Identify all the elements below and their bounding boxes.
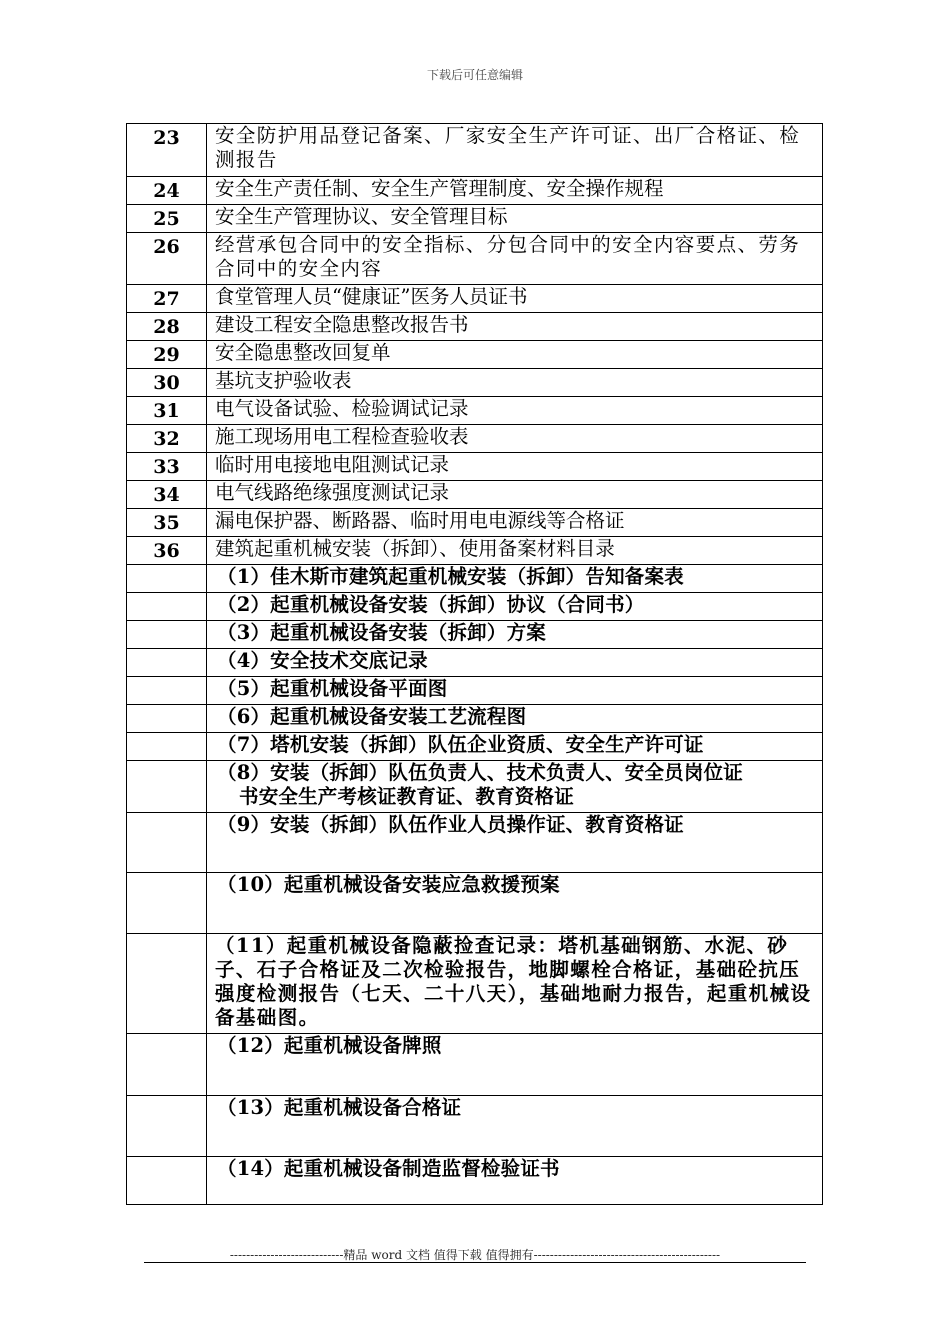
subitem-text: （2）起重机械设备安装（拆卸）协议（合同书） [207,593,823,621]
table-row [127,1034,823,1096]
table-row [127,509,823,537]
row-text: 电气线路绝缘强度测试记录 [207,481,823,509]
row-number: 33 [127,453,207,481]
row-number: 25 [127,205,207,233]
row-text: 安全隐患整改回复单 [207,341,823,369]
table-row [127,621,823,649]
row-number: 36 [127,537,207,565]
row-text: 临时用电接地电阻测试记录 [207,453,823,481]
row-number-empty [127,934,207,1034]
table-row [127,705,823,733]
subitem-text-multiline [207,761,823,813]
row-text: 建设工程安全隐患整改报告书 [207,313,823,341]
row-text: 电气设备试验、检验调试记录 [207,397,823,425]
row-number-empty [127,1096,207,1157]
row-number: 23 [127,124,207,177]
row-number-empty [127,705,207,733]
table-row [127,873,823,934]
document-table [126,123,823,1205]
row-number: 29 [127,341,207,369]
table-row [127,593,823,621]
subitem-text: （14）起重机械设备制造监督检验证书 [207,1157,823,1205]
row-text: 安全防护用品登记备案、厂家安全生产许可证、出厂合格证、检测报告 [207,124,823,177]
row-number-empty [127,593,207,621]
table-row [127,453,823,481]
subitem-text: （9）安装（拆卸）队伍作业人员操作证、教育资格证 [207,813,823,873]
table-row [127,649,823,677]
row-number: 24 [127,177,207,205]
table-row [127,934,823,1034]
subitem-text: （13）起重机械设备合格证 [207,1096,823,1157]
page-footer-text: ----------------------------精品 word 文档 值得下载 值得拥有---------------------------------------------- [229,1248,721,1262]
table-row [127,677,823,705]
row-number-empty [127,761,207,813]
table-row [127,205,823,233]
row-text: 基坑支护验收表 [207,369,823,397]
row-number-empty [127,565,207,593]
table-row [127,481,823,509]
subitem-text: （4）安全技术交底记录 [207,649,823,677]
table-row [127,397,823,425]
table-row [127,313,823,341]
table-row [127,537,823,565]
table-row [127,733,823,761]
subitem-text: （11）起重机械设备隐蔽捡查记录：塔机基础钢筋、水泥、砂子、石子合格证及二次检验报告，地脚螺栓合格证，基础砼抗压强度检测报告（七天、二十八天），基础地耐力报告，起重机械设备基础图。 [207,934,823,1034]
subitem-text: （7）塔机安装（拆卸）队伍企业资质、安全生产许可证 [207,733,823,761]
table-row [127,124,823,177]
subitem-text: （10）起重机械设备安装应急救援预案 [207,873,823,934]
row-text: 食堂管理人员“健康证”医务人员证书 [207,285,823,313]
row-number: 35 [127,509,207,537]
row-number-empty [127,649,207,677]
subitem-text: （12）起重机械设备牌照 [207,1034,823,1096]
subitem-text: （3）起重机械设备安装（拆卸）方案 [207,621,823,649]
row-number-empty [127,621,207,649]
table-row [127,285,823,313]
table-row [127,1157,823,1205]
table-row [127,1096,823,1157]
row-text: 安全生产责任制、安全生产管理制度、安全操作规程 [207,177,823,205]
subitem-text: （1）佳木斯市建筑起重机械安装（拆卸）告知备案表 [207,565,823,593]
subitem-line: （8）安装（拆卸）队伍负责人、技术负责人、安全员岗位证 [217,761,743,784]
table-row [127,761,823,813]
row-text: 漏电保护器、断路器、临时用电电源线等合格证 [207,509,823,537]
row-number: 34 [127,481,207,509]
row-number-empty [127,677,207,705]
table-row [127,369,823,397]
row-number-empty [127,1034,207,1096]
table-row [127,813,823,873]
table-row [127,233,823,285]
table-row [127,565,823,593]
footer-divider [144,1262,806,1263]
subitem-text: （5）起重机械设备平面图 [207,677,823,705]
row-text: 经营承包合同中的安全指标、分包合同中的安全内容要点、劳务合同中的安全内容 [207,233,823,285]
row-number: 26 [127,233,207,285]
row-text: 安全生产管理协议、安全管理目标 [207,205,823,233]
row-text: 建筑起重机械安装（拆卸）、使用备案材料目录 [207,537,823,565]
row-number: 30 [127,369,207,397]
row-number: 28 [127,313,207,341]
row-text: 施工现场用电工程检查验收表 [207,425,823,453]
table-row [127,341,823,369]
subitem-continuation: 书安全生产考核证教育证、教育资格证 [239,785,574,808]
row-number: 31 [127,397,207,425]
row-number: 27 [127,285,207,313]
row-number-empty [127,1157,207,1205]
table-row [127,177,823,205]
table-row [127,425,823,453]
row-number-empty [127,873,207,934]
row-number-empty [127,733,207,761]
page-header-note: 下载后可任意编辑 [426,68,523,82]
subitem-text: （6）起重机械设备安装工艺流程图 [207,705,823,733]
row-number-empty [127,813,207,873]
row-number: 32 [127,425,207,453]
